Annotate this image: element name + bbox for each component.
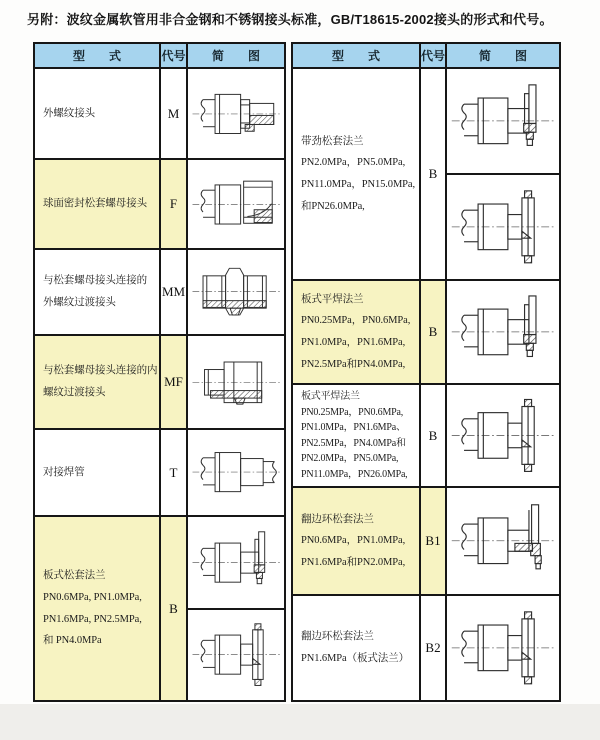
type-cell	[35, 250, 161, 334]
type-line: 外螺纹过渡接头	[43, 297, 116, 308]
header-row	[293, 44, 559, 69]
type-cell	[293, 281, 421, 383]
type-line: 外螺纹接头	[43, 107, 95, 119]
plate-loose-flange-diagram	[188, 517, 284, 608]
type-line: PN1.0MPa，PN1.6MPa、	[301, 422, 406, 433]
page-bottom-margin	[0, 704, 600, 740]
diagram-column-header: 简 图	[188, 44, 284, 67]
diagram-cell	[447, 385, 559, 486]
type-column-header: 型 式	[293, 44, 421, 67]
type-line: PN1.6MPa和PN2.0MPa,	[301, 556, 406, 568]
diagram-cell	[447, 488, 559, 594]
diagram-cell	[188, 430, 284, 515]
collar-loose-flange-diagram	[188, 608, 284, 701]
diagram-cell	[188, 336, 284, 428]
code-column-header: 代号	[421, 44, 447, 67]
type-line: PN11.0MPa，PN26.0MPa,	[301, 468, 408, 480]
type-line: PN1.6MPa（板式法兰）	[301, 653, 409, 664]
fittings-table	[33, 42, 561, 702]
table-row	[35, 336, 284, 430]
type-cell	[35, 69, 161, 158]
code-cell: B	[161, 517, 188, 700]
type-line: PN0.6MPa, PN1.0MPa,	[43, 591, 142, 603]
type-cell	[35, 430, 161, 515]
type-line: 和PN26.0MPa,	[301, 200, 365, 212]
table-row	[293, 596, 559, 700]
type-line: 板式松套法兰	[43, 570, 106, 582]
code-cell: B	[421, 385, 447, 486]
type-line: PN1.6MPa, PN2.5MPa,	[43, 613, 142, 625]
code-cell: B	[421, 69, 447, 279]
code-column-header: 代号	[161, 44, 188, 67]
collar-loose-flange-diagram	[447, 385, 559, 486]
type-line: PN2.5MPa和PN4.0MPa,	[301, 358, 406, 370]
table-row	[35, 69, 284, 160]
type-cell	[293, 385, 421, 486]
table-row	[293, 281, 559, 385]
table-row	[35, 250, 284, 336]
left-table	[33, 42, 286, 702]
code-cell: B2	[421, 596, 447, 700]
type-line: PN2.5MPa，PN4.0MPa和	[301, 437, 406, 449]
diagram-cell	[447, 69, 559, 279]
code-cell: T	[161, 430, 188, 515]
type-line: 与松套螺母接头连接的	[43, 275, 147, 287]
swivel-nut-diagram	[188, 160, 284, 248]
diagram-cell	[188, 160, 284, 248]
type-line: 带劲松套法兰	[301, 135, 364, 147]
type-cell	[35, 160, 161, 248]
page-title: 另附：波纹金属软管用非合金钢和不锈钢接头标准，GB/T18615-2002接头的形式和代号。	[27, 12, 553, 27]
type-line: PN0.25MPa，PN0.6MPa,	[301, 315, 411, 327]
type-line: PN11.0MPa，PN15.0MPa,	[301, 179, 416, 190]
diagram-cell	[188, 69, 284, 158]
type-line: 对接焊管	[43, 466, 85, 478]
diagram-cell	[447, 281, 559, 383]
collar-loose-flange-diagram	[447, 173, 559, 279]
table-row	[35, 517, 284, 700]
type-line: PN2.0MPa，PN5.0MPa,	[301, 157, 406, 169]
type-line: 板式平焊法兰	[301, 293, 364, 305]
right-table	[291, 42, 561, 702]
type-line: PN0.6MPa，PN1.0MPa,	[301, 535, 406, 547]
type-line: 翻边环松套法兰	[301, 513, 374, 525]
type-cell	[293, 69, 421, 279]
code-cell: MM	[161, 250, 188, 334]
type-line: PN0.25MPa，PN0.6MPa,	[301, 406, 404, 418]
male-female-adapter-diagram	[188, 336, 284, 428]
type-line: 板式平焊法兰	[301, 391, 360, 402]
diagram-cell	[188, 250, 284, 334]
plate-loose-flange-diagram	[447, 69, 559, 173]
table-row	[293, 488, 559, 596]
code-cell: B1	[421, 488, 447, 594]
type-line: PN2.0MPa，PN5.0MPa,	[301, 453, 399, 464]
type-line: 螺纹过渡接头	[43, 387, 106, 398]
code-cell: M	[161, 69, 188, 158]
lapped-ring-flange-diagram	[447, 488, 559, 594]
type-cell	[293, 488, 421, 594]
diagram-column-header: 简 图	[447, 44, 559, 67]
butt-weld-pipe-diagram	[188, 430, 284, 515]
table-row	[293, 385, 559, 488]
diagram-cell	[188, 517, 284, 700]
code-cell: F	[161, 160, 188, 248]
type-column-header: 型 式	[35, 44, 161, 67]
type-cell	[35, 336, 161, 428]
plate-loose-flange-diagram	[447, 281, 559, 383]
type-cell	[35, 517, 161, 700]
type-line: 和 PN4.0MPa	[43, 635, 102, 647]
collar-loose-flange-diagram	[447, 596, 559, 700]
type-cell	[293, 596, 421, 700]
diagram-cell	[447, 596, 559, 700]
type-line: 球面密封松套螺母接头	[43, 198, 147, 210]
male-thread-diagram	[188, 69, 284, 158]
code-cell: B	[421, 281, 447, 383]
table-row	[293, 69, 559, 281]
type-line: 翻边环松套法兰	[301, 631, 374, 643]
code-cell: MF	[161, 336, 188, 428]
header-row	[35, 44, 284, 69]
type-line: 与松套螺母接头连接的内	[43, 365, 158, 377]
table-row	[35, 160, 284, 250]
male-male-adapter-diagram	[188, 250, 284, 334]
table-row	[35, 430, 284, 517]
type-line: PN1.0MPa，PN1.6MPa,	[301, 337, 406, 348]
